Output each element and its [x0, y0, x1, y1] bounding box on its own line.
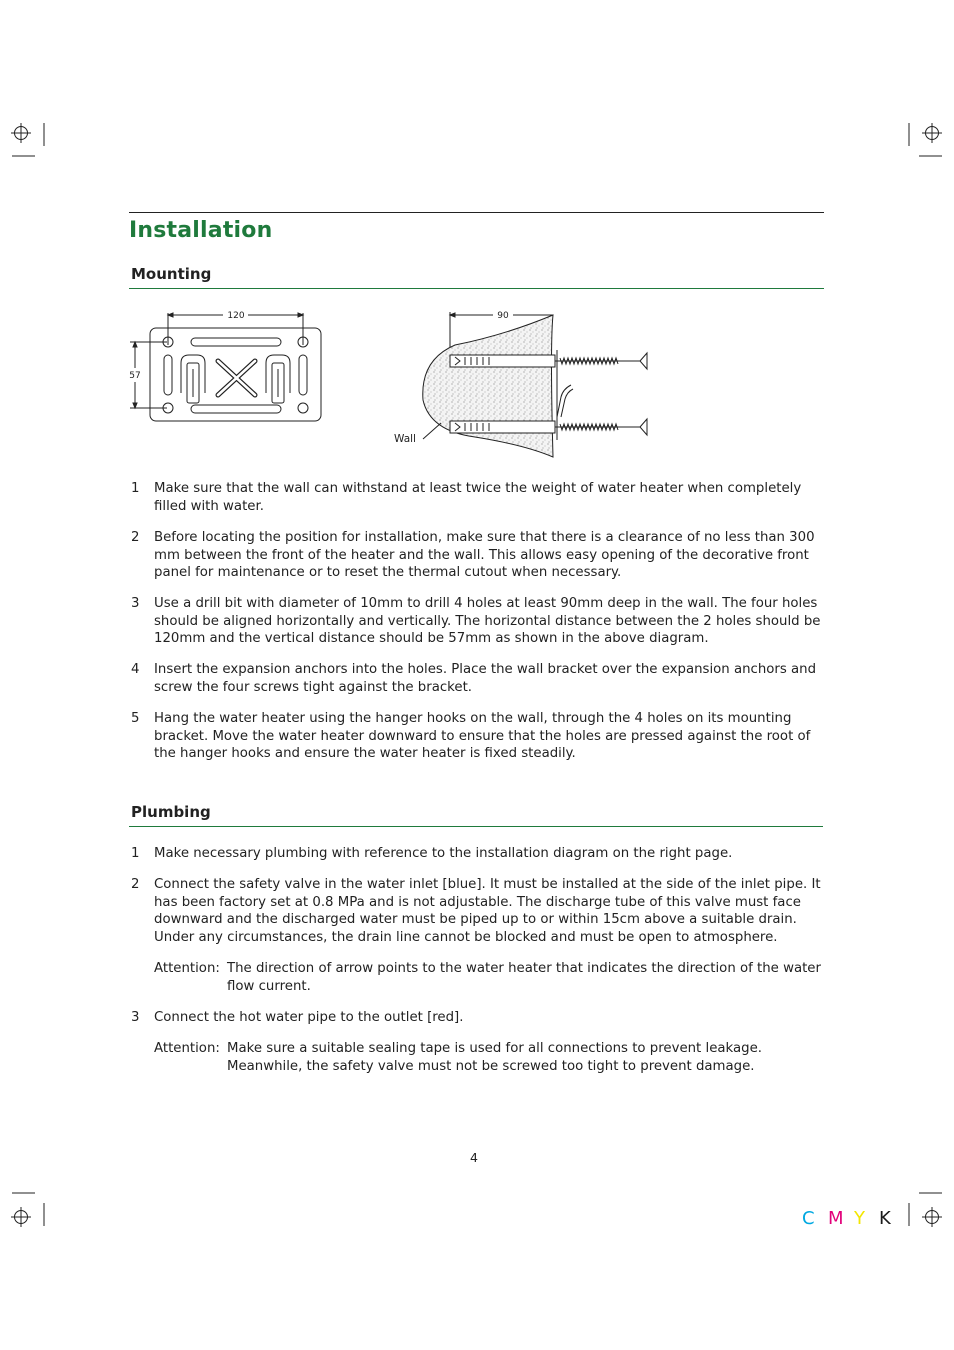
- cmyk-m: M: [828, 1208, 844, 1229]
- bracket-width-label: 120: [227, 311, 245, 321]
- attention-text: Make sure a suitable sealing tape is used for all connections to prevent leakage. Meanwhile, the safety valve must not be screwed too tight to prevent damage.: [227, 1041, 762, 1074]
- step-number: 4: [131, 662, 140, 677]
- step-text: Make necessary plumbing with reference to the installation diagram on the right page.: [154, 846, 733, 861]
- step-number: 5: [131, 711, 140, 726]
- mounting-heading: Mounting: [131, 265, 212, 283]
- step-text: Connect the safety valve in the water inlet [blue]. It must be installed at the side of the inlet pipe. It has been factory set at 0.8 MPa and is not adjustable. The discharge tube of this valve must face downward and the discharged water must be piped up to or within 15cm above a suitable drain. Under any circumstances, the drain line cannot be blocked and must be open to atmosphere.: [154, 877, 821, 945]
- page-number: 4: [470, 1150, 478, 1165]
- registration-mark-top-right: [909, 123, 942, 156]
- cmyk-y: Y: [854, 1208, 865, 1229]
- cmyk-c: C: [802, 1208, 815, 1229]
- step-text: Hang the water heater using the hanger hooks on the wall, through the 4 holes on its mounting bracket. Move the water heater downward to ensure that the holes are pressed against the root of the hanger hooks and ensure the water heater is fixed steadily.: [154, 711, 811, 761]
- cmyk-k: K: [879, 1208, 891, 1229]
- step-number: 2: [131, 530, 140, 545]
- attention-label: Attention:: [154, 1041, 220, 1056]
- step-text: Before locating the position for installation, make sure that there is a clearance of no less than 300 mm between the front of the heater and the wall. This allows easy opening of the decorative front panel for maintenance or to reset the thermal cutout when necessary.: [154, 530, 815, 580]
- wall-section: [423, 315, 553, 457]
- wall-bracket-diagram: [125, 305, 330, 430]
- step-number: 3: [131, 596, 140, 611]
- registration-mark-top-left: [11, 123, 44, 156]
- step-number: 1: [131, 846, 140, 861]
- plumbing-heading: Plumbing: [131, 803, 211, 821]
- attention-label: Attention:: [154, 961, 220, 976]
- step-text: Use a drill bit with diameter of 10mm to drill 4 holes at least 90mm deep in the wall. The four holes should be aligned horizontally and vertically. The horizontal distance between the 2 holes should be 120mm and the vertical distance should be 57mm as shown in the above diagram.: [154, 596, 821, 646]
- step-text: Connect the hot water pipe to the outlet [red].: [154, 1010, 464, 1025]
- step-text: Make sure that the wall can withstand at least twice the weight of water heater when completely filled with water.: [154, 481, 802, 514]
- anchor-depth-label: 90: [497, 311, 509, 321]
- attention-text: The direction of arrow points to the water heater that indicates the direction of the water flow current.: [227, 961, 821, 994]
- page-title: Installation: [129, 218, 273, 243]
- wall-anchor-diagram: [385, 305, 660, 465]
- bracket-height-label: 57: [129, 371, 141, 381]
- step-number: 3: [131, 1010, 140, 1025]
- step-number: 2: [131, 877, 140, 892]
- registration-mark-bottom-right: [909, 1193, 942, 1227]
- step-text: Insert the expansion anchors into the holes. Place the wall bracket over the expansion anchors and screw the four screws tight against the bracket.: [154, 662, 817, 695]
- step-number: 1: [131, 481, 140, 496]
- registration-mark-bottom-left: [11, 1193, 44, 1227]
- wall-label: Wall: [394, 433, 416, 445]
